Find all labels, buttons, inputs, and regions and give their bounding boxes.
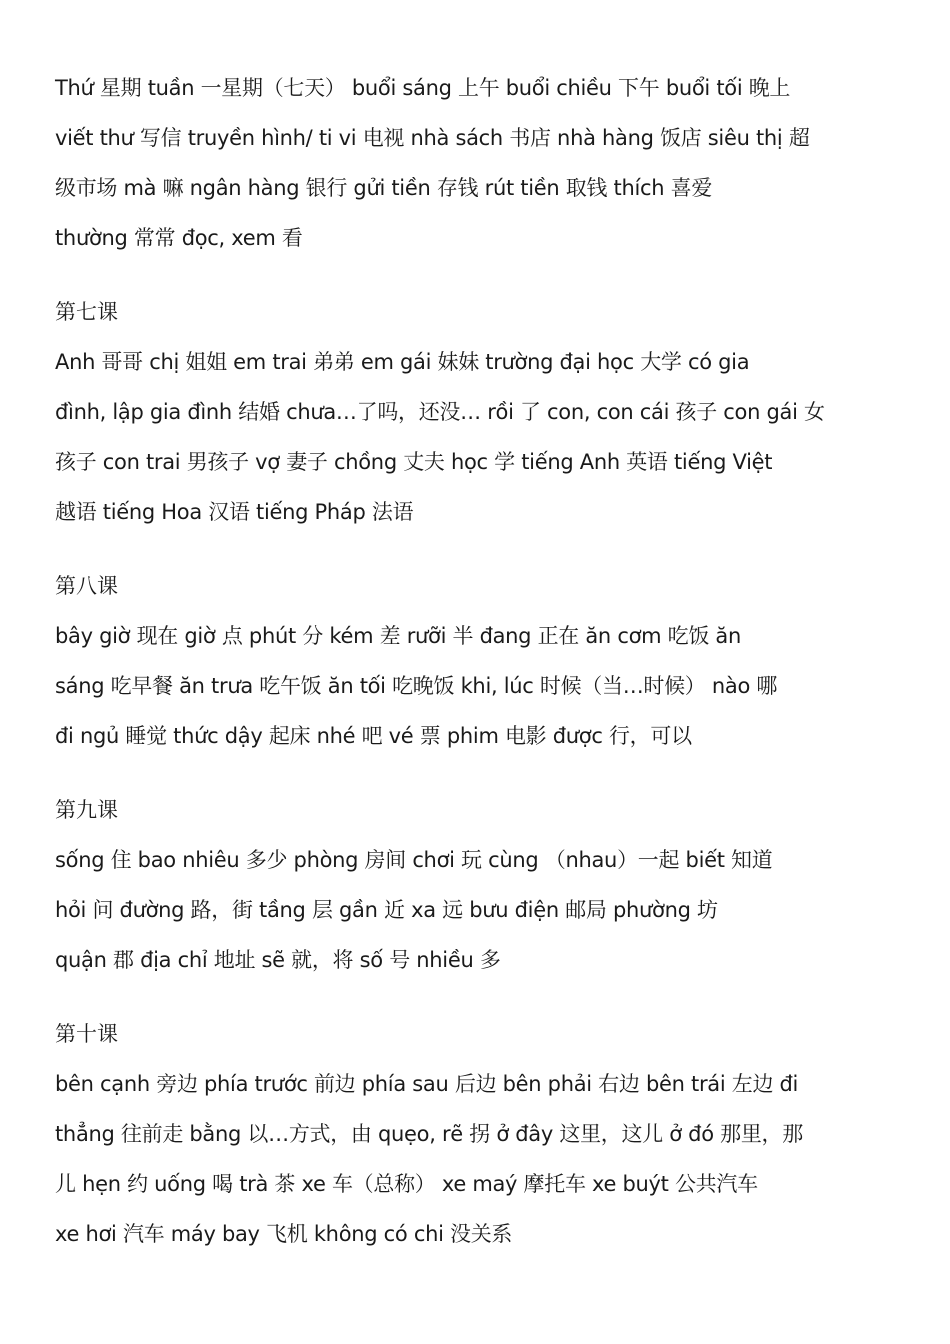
section-lesson-9 <box>55 785 900 985</box>
section-gap <box>55 761 900 785</box>
text-line: sáng 吃早餐 ăn trưa 吃午饭 ăn tối 吃晚饭 khi, lúc 时候（当…时候） nào 哪 <box>55 674 778 698</box>
lesson-heading: 第十课 <box>55 1022 118 1046</box>
text-line: Thứ 星期 tuần 一星期（七天） buổi sáng 上午 buổi chiều 下午 buổi tối 晚上 <box>55 76 791 100</box>
text-line: 儿 hẹn 约 uống 喝 trà 茶 xe 车（总称） xe maý 摩托车 xe buýt 公共汽车 <box>55 1172 758 1196</box>
text-line: thường 常常 đọc, xem 看 <box>55 226 303 250</box>
section-gap <box>55 263 900 287</box>
section-lesson-8 <box>55 561 900 761</box>
section-gap <box>55 985 900 1009</box>
section-intro <box>55 63 900 263</box>
text-line: 孩子 con trai 男孩子 vợ 妻子 chồng 丈夫 học 学 tiếng Anh 英语 tiếng Việt <box>55 450 773 474</box>
text-line: quận 郡 địa chỉ 地址 sẽ 就，将 số 号 nhiều 多 <box>55 948 501 972</box>
section-gap <box>55 537 900 561</box>
text-line: 越语 tiếng Hoa 汉语 tiếng Pháp 法语 <box>55 500 414 524</box>
section-lesson-7 <box>55 287 900 537</box>
text-line: đi ngủ 睡觉 thức dậy 起床 nhé 吧 vé 票 phim 电影 được 行，可以 <box>55 724 692 748</box>
vocabulary-document <box>55 63 900 1259</box>
text-line: thẳng 往前走 bằng 以…方式，由 quẹo, rẽ 拐 ở đây 这里，这儿 ở đó 那里，那 <box>55 1122 803 1146</box>
lesson-heading: 第九课 <box>55 798 118 822</box>
section-lesson-10 <box>55 1009 900 1259</box>
text-line: xe hơi 汽车 máy bay 飞机 không có chi 没关系 <box>55 1222 513 1246</box>
lesson-heading: 第七课 <box>55 300 118 324</box>
text-line: đình, lập gia đình 结婚 chưa…了吗，还没… rồi 了 con, con cái 孩子 con gái 女 <box>55 400 825 424</box>
text-line: bên cạnh 旁边 phía trước 前边 phía sau 后边 bên phải 右边 bên trái 左边 đi <box>55 1072 799 1096</box>
text-line: hỏi 问 đường 路，街 tầng 层 gần 近 xa 远 bưu điện 邮局 phường 坊 <box>55 898 718 922</box>
lesson-heading: 第八课 <box>55 574 118 598</box>
text-line: viết thư 写信 truyền hình/ ti vi 电视 nhà sách 书店 nhà hàng 饭店 siêu thị 超 <box>55 126 810 150</box>
text-line: sống 住 bao nhiêu 多少 phòng 房间 chơi 玩 cùng （nhau）一起 biết 知道 <box>55 848 773 872</box>
text-line: 级市场 mà 嘛 ngân hàng 银行 gửi tiền 存钱 rút tiền 取钱 thích 喜爱 <box>55 176 713 200</box>
text-line: bây giờ 现在 giờ 点 phút 分 kém 差 rưỡi 半 đang 正在 ăn cơm 吃饭 ăn <box>55 624 741 648</box>
text-line: Anh 哥哥 chị 姐姐 em trai 弟弟 em gái 妹妹 trường đại học 大学 có gia <box>55 350 750 374</box>
